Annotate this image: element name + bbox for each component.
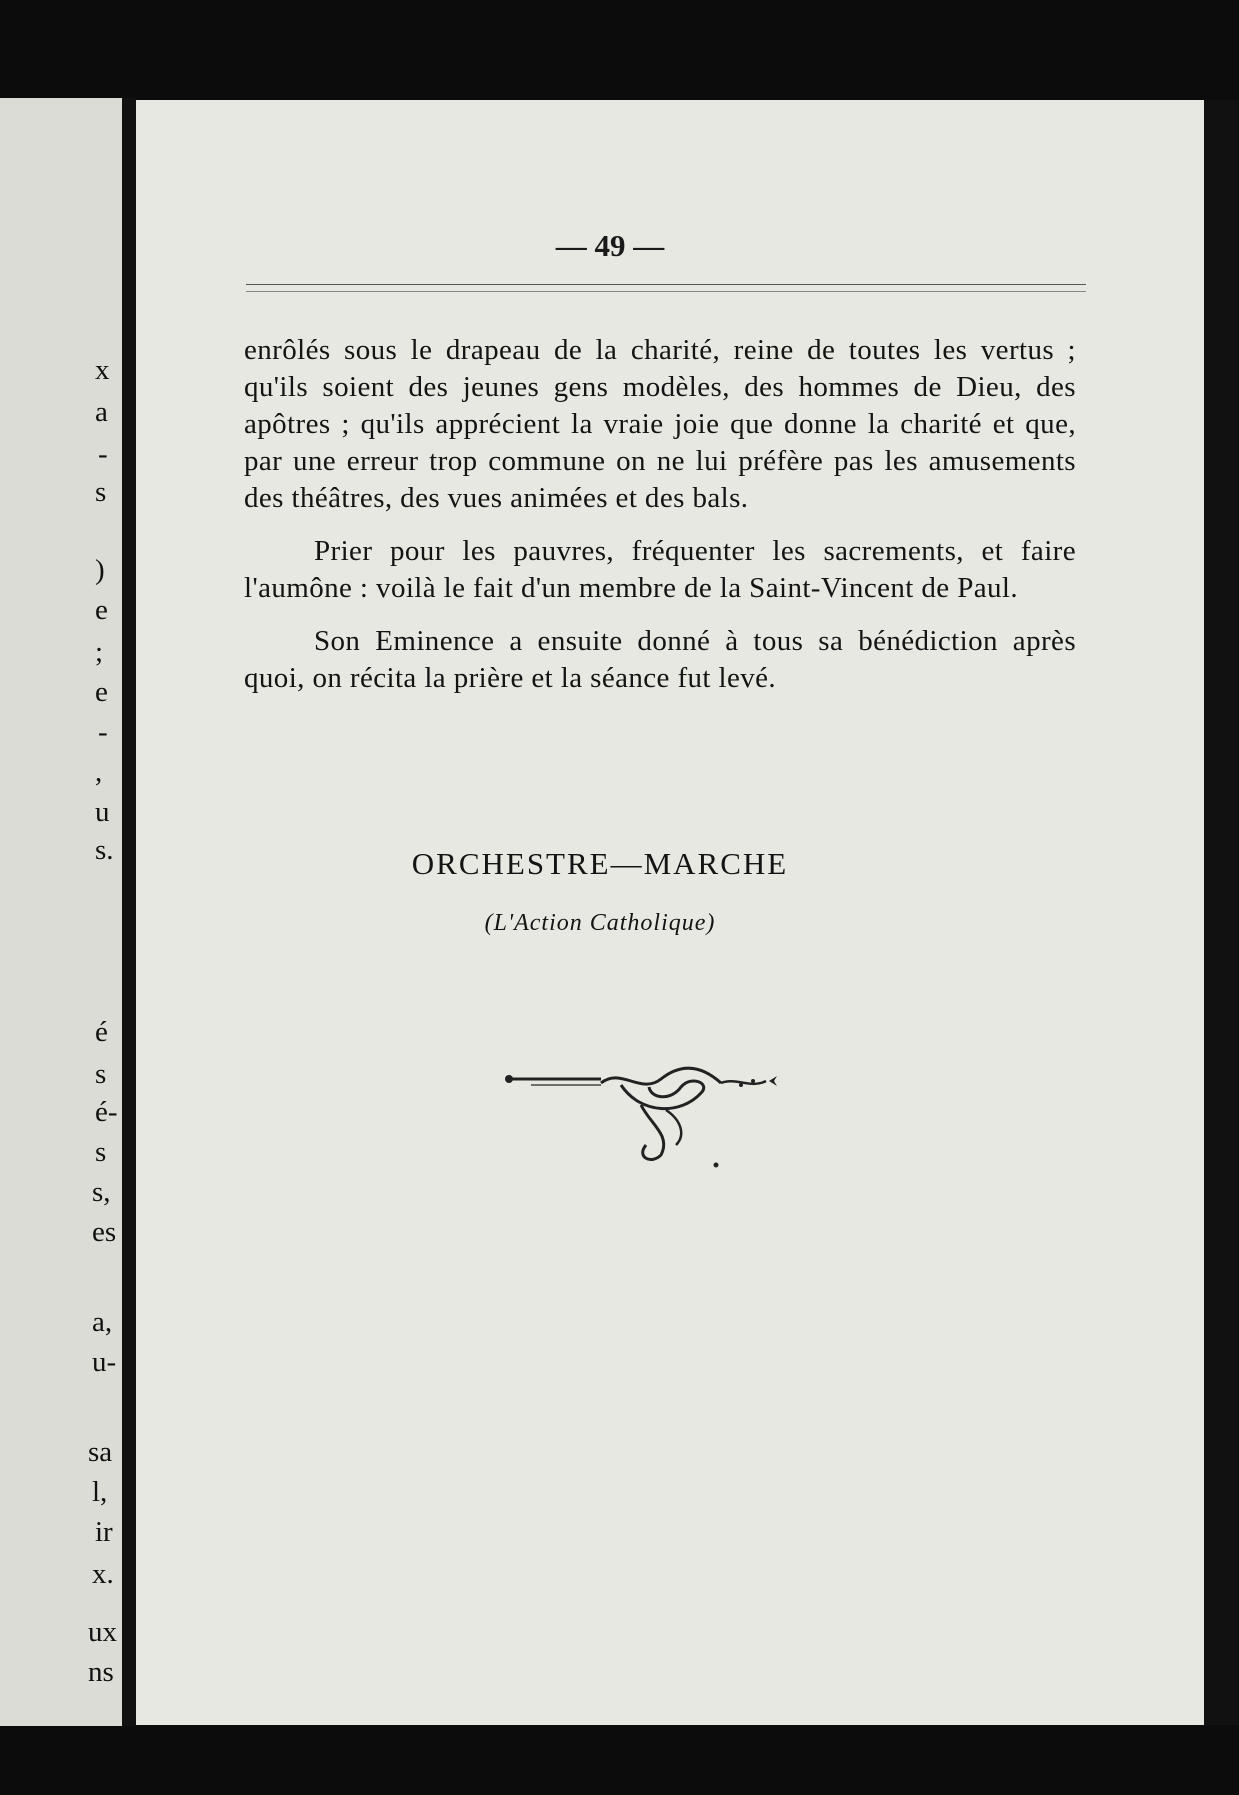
left-fragment: x. — [92, 1558, 114, 1590]
header-rule — [246, 291, 1086, 292]
left-fragment: s, — [92, 1176, 111, 1208]
left-fragment: , — [95, 756, 103, 788]
left-fragment: ) — [95, 554, 105, 586]
left-fragment: - — [98, 716, 108, 748]
left-fragment: é — [95, 1016, 108, 1048]
left-fragment: a, — [92, 1306, 113, 1338]
left-fragment: s — [95, 1058, 107, 1090]
source-attribution: (L'Action Catholique) — [484, 910, 716, 936]
left-fragment: s — [95, 1136, 107, 1168]
paragraph: Son Eminence a ensuite donné à tous sa bénédiction après quoi, on récita la prière et la séance fut levé. — [244, 625, 1076, 694]
fleuron-ornament-icon — [501, 1065, 791, 1180]
left-fragment: x — [95, 354, 110, 386]
left-fragment: ir — [95, 1516, 113, 1548]
left-fragment: ; — [95, 636, 104, 668]
book-page — [136, 100, 1204, 1725]
paragraph: Prier pour les pauvres, fréquenter les sacrements, et faire l'aumône : voilà le fait d'un membre de la Saint-Vincent de Paul. — [244, 535, 1076, 604]
left-fragment: s. — [95, 834, 114, 866]
left-fragment: l, — [92, 1476, 108, 1508]
section-heading: ORCHESTRE—MARCHE — [411, 846, 789, 881]
left-fragment: é- — [95, 1096, 118, 1128]
header-rule — [246, 284, 1086, 285]
left-fragment: - — [98, 438, 108, 470]
left-fragment: es — [92, 1216, 117, 1248]
left-fragment: u- — [92, 1346, 117, 1378]
left-fragment: ux — [88, 1616, 117, 1648]
left-fragment: ns — [88, 1656, 114, 1688]
left-fragment: s — [95, 476, 107, 508]
left-fragment: u — [95, 796, 110, 828]
left-fragment: e — [95, 594, 108, 626]
background-edge — [1204, 100, 1239, 1725]
page-number: — 49 — — [555, 228, 665, 263]
paragraph: enrôlés sous le drapeau de la charité, reine de toutes les vertus ; qu'ils soient des jeunes gens modèles, des hommes de Dieu, des apôtres ; qu'ils apprécient la vraie joie que donne la charité et que, par une erreur trop commune on ne lui préfère pas les amusements des théâtres, des vues animées et des bals. — [244, 334, 1076, 514]
left-fragment: e — [95, 676, 108, 708]
body-text — [244, 332, 1076, 713]
left-fragment: a — [95, 396, 108, 428]
left-fragment: sa — [88, 1436, 113, 1468]
